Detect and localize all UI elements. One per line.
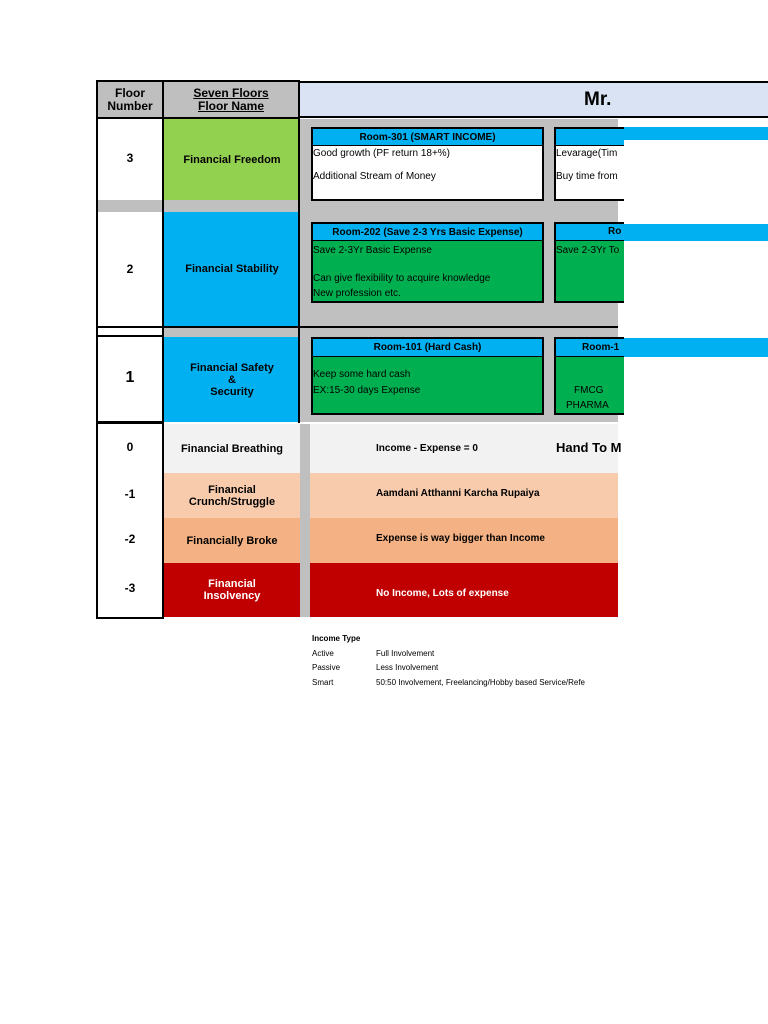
room-302-line2: Buy time from (556, 171, 618, 182)
legend-row-active-desc: Full Involvement (376, 649, 435, 658)
band-minus-1-edge (300, 473, 310, 518)
floor-number-3: 3 (98, 148, 162, 168)
floor-number-minus-3: -3 (98, 578, 162, 598)
band-minus-2 (310, 518, 618, 563)
floor-3-strip (618, 127, 768, 140)
room-203-title: Ro (608, 226, 622, 237)
floor-name-minus-3-line2: Insolvency (203, 590, 261, 602)
band-minus-2-edge (300, 518, 310, 563)
floor-name-0 (164, 424, 300, 473)
room-202-header (311, 222, 544, 242)
floor-name-0-text: Financial Breathing (180, 442, 284, 455)
room-102-header (554, 337, 624, 358)
room-301-header (311, 127, 544, 147)
floor-name-1 (164, 337, 300, 422)
floor-number-minus-2: -2 (98, 529, 162, 549)
floor-name-minus-1-line1: Financial (208, 483, 256, 496)
band-0-text: Income - Expense = 0 (376, 443, 478, 454)
floor-name-minus-2-text: Financially Broke (186, 534, 278, 547)
floor-name-gap-2 (164, 326, 300, 337)
floor-name-header-line2: Floor Name (197, 98, 264, 113)
floor-name-1-line3: Security (210, 385, 254, 398)
legend-row-smart-type: Smart (312, 678, 334, 687)
floor-number-minus-1: -1 (98, 484, 162, 504)
floor-name-minus-3 (164, 563, 300, 617)
legend-title: Income Type (312, 634, 361, 643)
band-minus-3-edge (300, 563, 310, 617)
room-102-line2: PHARMA (566, 400, 609, 411)
room-101-header (311, 337, 544, 358)
room-102-body (554, 357, 624, 415)
floor-name-minus-1 (164, 473, 300, 518)
room-101-line2: EX:15-30 days Expense (313, 385, 421, 396)
room-102-line1: FMCG (574, 385, 604, 396)
legend-row-passive-type: Passive (312, 663, 341, 672)
floor-number-header (96, 80, 164, 119)
legend-row-smart-desc: 50:50 Involvement, Freelancing/Hobby based Service/Refe (376, 678, 586, 687)
band-0-edge (300, 424, 310, 473)
floor-name-3-text: Financial Freedom (183, 153, 281, 166)
room-101-body (311, 357, 544, 415)
page-title: Mr. (584, 89, 612, 110)
room-101-title: Room-101 (Hard Cash) (373, 342, 482, 353)
floor-number-header-text: Floor Number (107, 85, 153, 113)
band-minus-1 (310, 473, 618, 518)
band-0-right-text: Hand To M (556, 440, 622, 455)
floor-name-minus-2 (164, 518, 300, 563)
room-203-header (554, 222, 624, 242)
room-202-line2: Can give flexibility to acquire knowledge (313, 273, 491, 284)
floor-name-3 (164, 119, 300, 200)
room-202-title: Room-202 (Save 2-3 Yrs Basic Expense) (332, 226, 523, 238)
floor-number-2: 2 (98, 259, 162, 279)
legend-row-passive-desc: Less Involvement (376, 663, 439, 672)
floor-name-2 (164, 212, 300, 326)
band-minus-3 (310, 563, 618, 617)
room-203-body (554, 241, 624, 303)
room-101-line1: Keep some hard cash (313, 369, 411, 380)
band-minus-3-text: No Income, Lots of expense (376, 588, 509, 599)
title-banner (300, 81, 768, 118)
floor-name-1-line2: & (228, 373, 236, 386)
floor-number-0: 0 (98, 437, 162, 457)
room-301-body (311, 146, 544, 201)
room-102-title: Room-1 (582, 342, 620, 353)
floor-1-strip (618, 338, 768, 357)
floor-name-2-text: Financial Stability (185, 263, 279, 275)
room-301-line1: Good growth (PF return 18+%) (313, 148, 451, 159)
floor-3-separator (96, 200, 164, 212)
legend-row-active-type: Active (312, 649, 334, 658)
room-202-line3: New profession etc. (313, 288, 401, 299)
floor-name-header (162, 80, 300, 119)
room-302-header (554, 127, 624, 147)
floor-number-1: 1 (98, 367, 162, 389)
floor-name-1-line1: Financial Safety (190, 361, 274, 374)
band-0 (310, 424, 622, 473)
floor-name-header-line1: Seven Floors (193, 85, 269, 100)
room-302-body (554, 146, 624, 201)
floor-2-strip (618, 224, 768, 241)
room-202-line1: Save 2-3Yr Basic Expense (313, 245, 432, 256)
floor-name-minus-1-line2: Crunch/Struggle (188, 495, 276, 508)
room-302-line1: Levarage(Tim (556, 148, 618, 159)
band-minus-1-text: Aamdani Atthanni Karcha Rupaiya (376, 488, 540, 499)
floor-name-gap-3 (164, 200, 300, 212)
room-301-title: Room-301 (SMART INCOME) (359, 131, 496, 143)
floor-2-separator (96, 326, 164, 337)
band-minus-2-text: Expense is way bigger than Income (376, 533, 545, 544)
room-203-line1: Save 2-3Yr To (556, 245, 620, 256)
floor-1-gap (300, 326, 618, 337)
room-301-line2: Additional Stream of Money (313, 171, 436, 182)
room-202-body (311, 241, 544, 303)
floor-name-minus-3-line1: Financial (208, 578, 256, 590)
